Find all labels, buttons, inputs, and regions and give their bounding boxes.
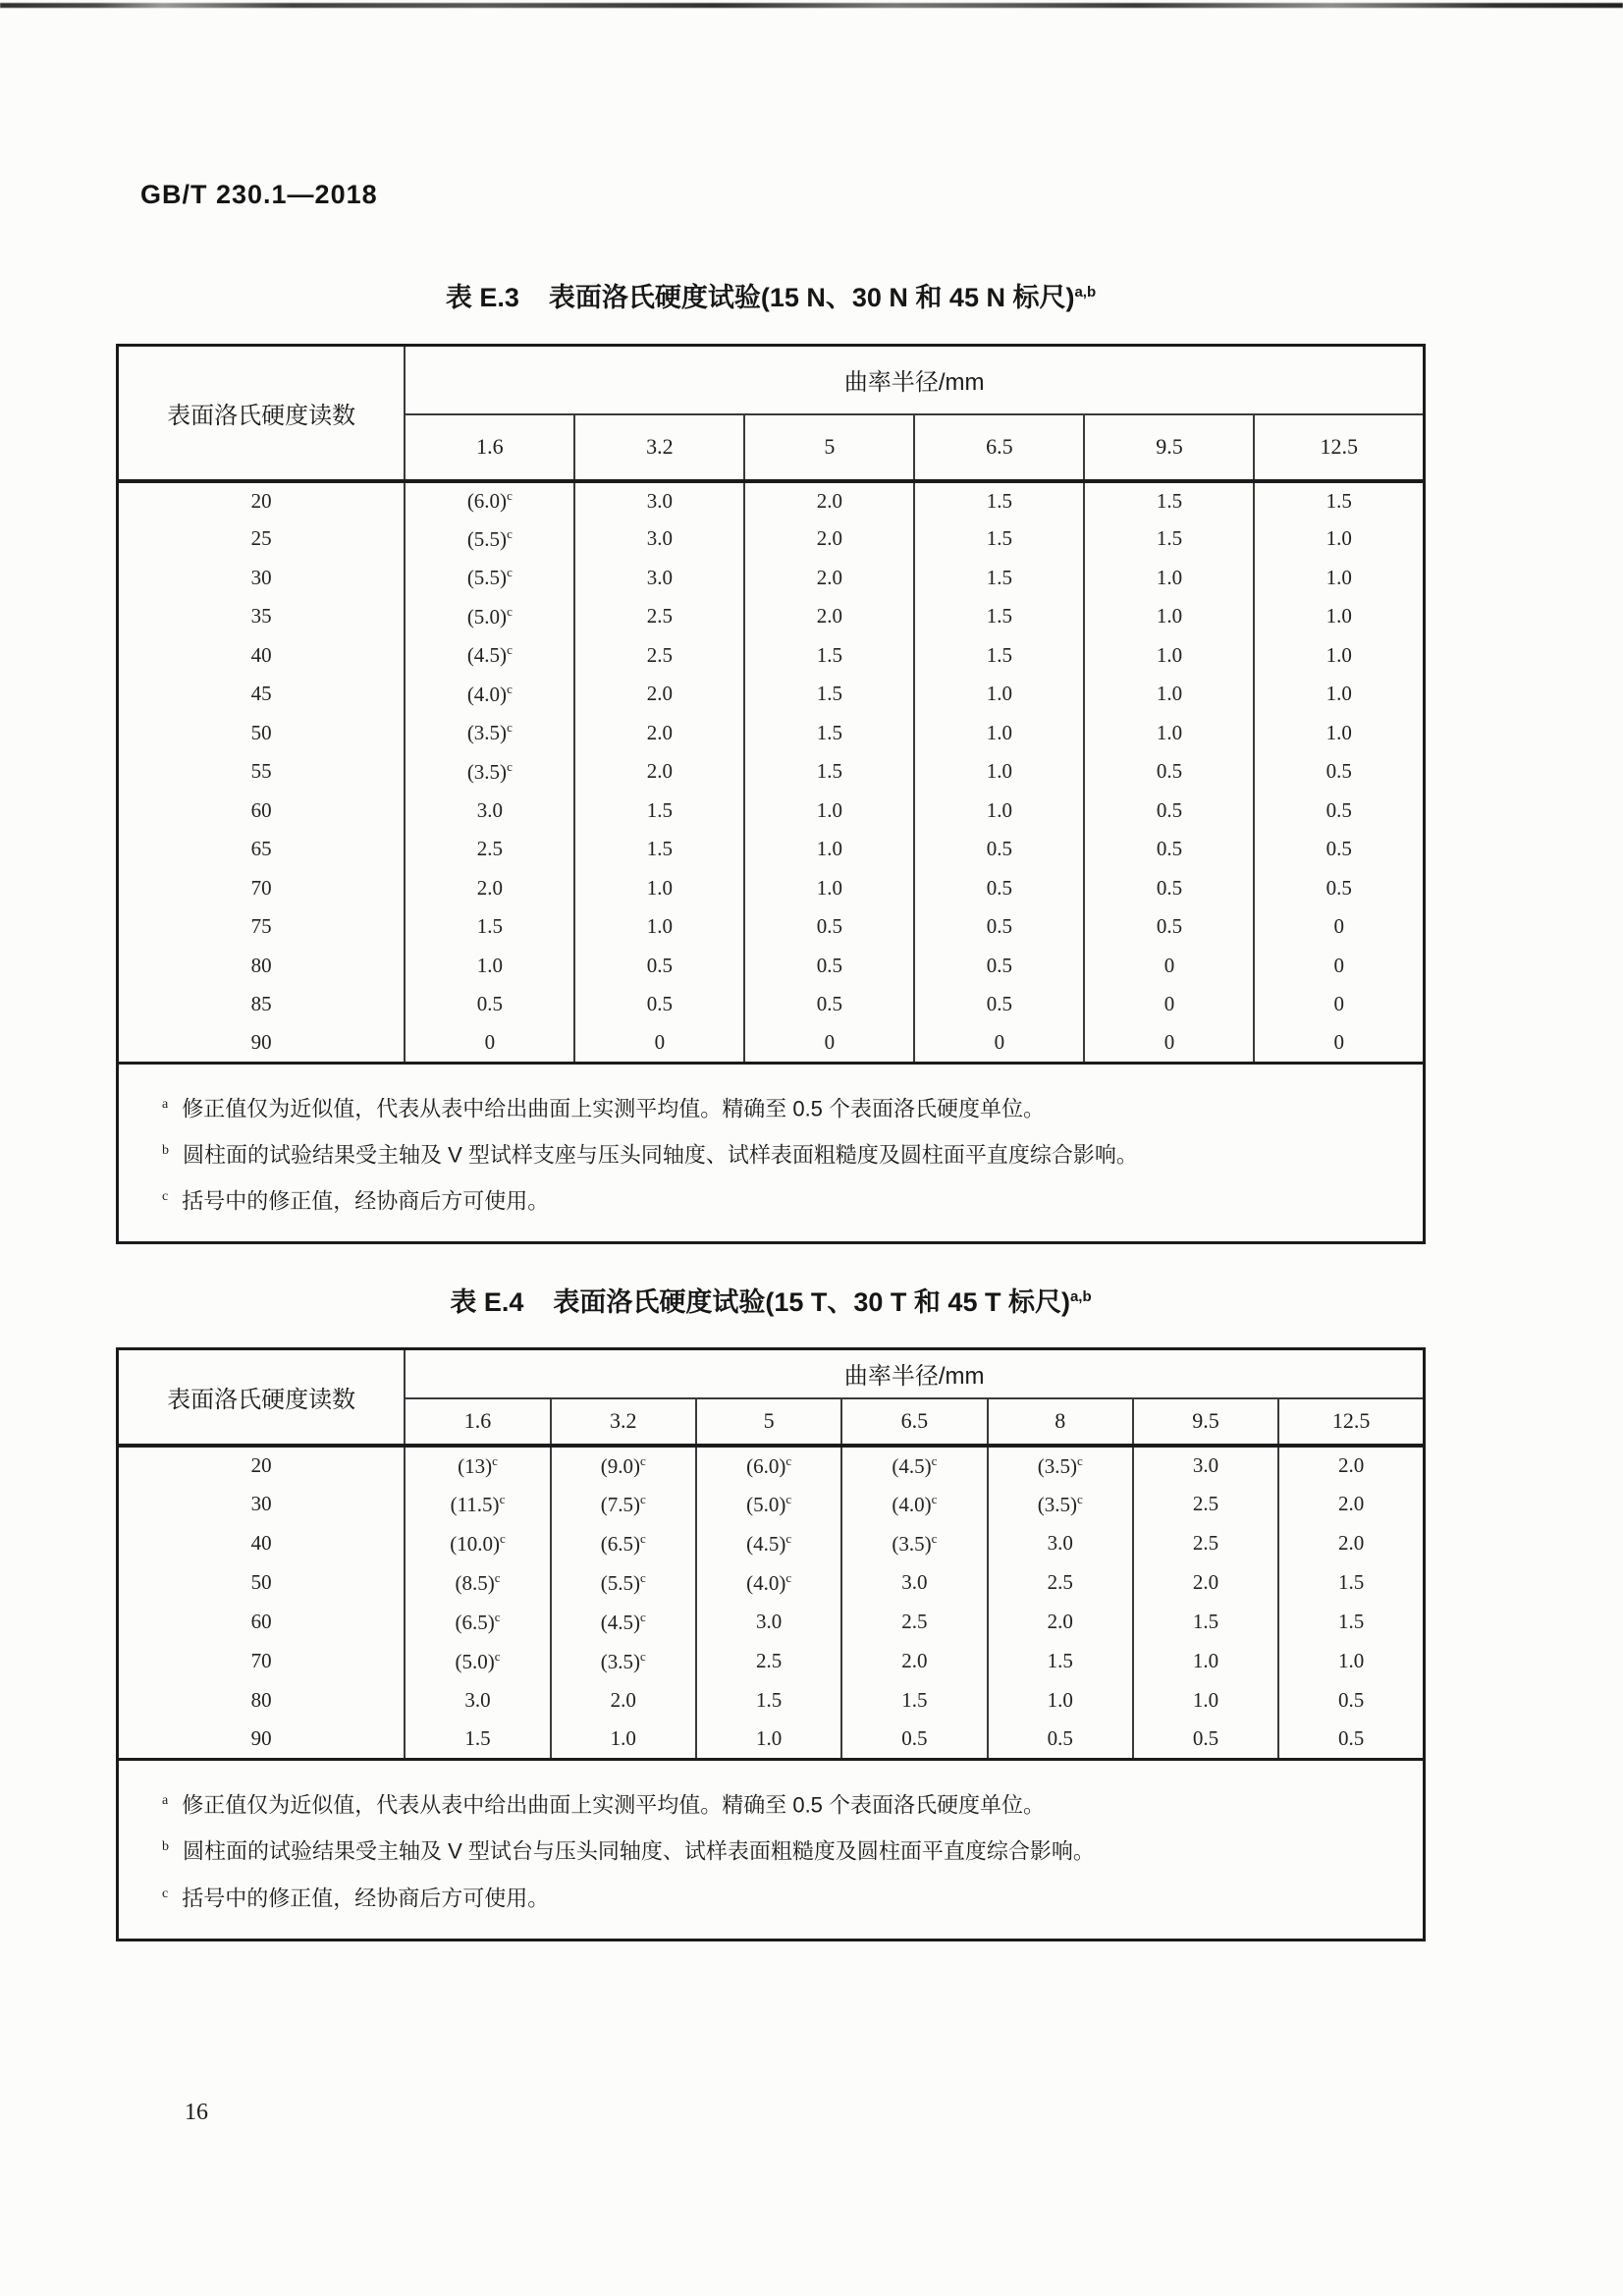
table-row	[118, 1524, 1425, 1563]
table-row	[118, 947, 1425, 986]
table-row	[118, 1024, 1425, 1064]
table-e3-title-superscript: a,b	[1074, 284, 1097, 301]
correction-value-cell: 3.0	[405, 792, 574, 831]
correction-value-cell: 0.5	[914, 985, 1084, 1024]
correction-value-cell: 1.0	[988, 1681, 1133, 1721]
radius-value-header: 9.5	[1133, 1398, 1278, 1446]
correction-value-cell: 1.0	[914, 714, 1084, 753]
correction-superscript: c	[507, 720, 513, 736]
curvature-radius-header: 曲率半径/mm	[405, 346, 1424, 414]
correction-value-cell: 0.5	[914, 947, 1084, 986]
correction-value-cell: 0.5	[1084, 869, 1254, 908]
correction-value-cell: 2.0	[744, 597, 914, 636]
correction-superscript: c	[640, 1491, 646, 1506]
correction-value-cell: 2.0	[574, 675, 744, 714]
footnote-marker: a	[162, 1096, 169, 1112]
correction-value-cell: 1.0	[1278, 1642, 1424, 1681]
correction-value-cell: 0.5	[988, 1721, 1133, 1760]
correction-value-cell: 3.0	[988, 1524, 1133, 1563]
correction-value-cell: 1.0	[551, 1721, 696, 1760]
correction-value-cell: 0.5	[914, 907, 1084, 947]
table-e4-title-text: 表面洛氏硬度试验(15 T、30 T 和 45 T 标尺)	[553, 1287, 1070, 1317]
hardness-reading-cell: 90	[250, 1030, 272, 1054]
correction-value-cell: $(5.0)^c$	[696, 1485, 841, 1524]
table-row	[118, 1642, 1425, 1681]
correction-superscript: c	[507, 525, 513, 541]
correction-value-cell: 0.5	[744, 947, 914, 986]
table-e4-title-label: 表 E.4	[450, 1287, 524, 1317]
footnote: $^a$ 修正值仅为近似值，代表从表中给出曲面上实测平均值。精确至 0.5 个表面洛氏硬度单位。	[162, 1792, 1046, 1818]
correction-value-cell: $(3.5)^c$	[988, 1446, 1133, 1485]
correction-value-cell: 1.5	[696, 1681, 841, 1721]
correction-value-cell: $(4.5)^c$	[405, 636, 574, 676]
correction-value-cell: 0	[574, 1024, 744, 1064]
correction-value-cell: 0.5	[1254, 869, 1424, 908]
correction-value-cell: 0.5	[914, 830, 1084, 869]
correction-value-cell: 0	[1084, 947, 1254, 986]
correction-value-cell: 1.0	[744, 869, 914, 908]
correction-value-cell: 1.5	[574, 830, 744, 869]
correction-value-cell: 0	[1254, 985, 1424, 1024]
correction-value-cell: 1.0	[1254, 675, 1424, 714]
correction-superscript: c	[785, 1452, 792, 1468]
correction-value-cell: 2.0	[841, 1642, 987, 1681]
hardness-reading-cell: 60	[250, 1610, 272, 1633]
correction-value-cell: 1.0	[405, 947, 574, 986]
table-e3	[116, 344, 1426, 1244]
correction-value-cell: 1.0	[1133, 1642, 1278, 1681]
hardness-reading-cell: 50	[250, 1570, 272, 1594]
correction-value-cell: 2.0	[405, 869, 574, 908]
table-e4-title	[116, 1281, 1426, 1319]
correction-superscript: c	[499, 1530, 506, 1546]
correction-value-cell: 1.0	[1084, 636, 1254, 676]
radius-value-header: 5	[744, 414, 914, 481]
correction-value-cell: 2.5	[1133, 1524, 1278, 1563]
correction-value-cell: 2.0	[744, 481, 914, 520]
correction-value-cell: 1.5	[744, 675, 914, 714]
table-e3-title	[116, 276, 1426, 314]
table-row	[118, 675, 1425, 714]
hardness-reading-cell: 75	[250, 914, 272, 939]
correction-value-cell: 2.0	[1278, 1524, 1424, 1563]
footnote: $^a$ 修正值仅为近似值，代表从表中给出曲面上实测平均值。精确至 0.5 个表面洛氏硬度单位。	[162, 1095, 1046, 1121]
correction-value-cell: $(5.5)^c$	[405, 519, 574, 559]
correction-value-cell: 1.0	[1084, 559, 1254, 598]
correction-superscript: c	[931, 1530, 938, 1546]
correction-value-cell: $(4.5)^c$	[551, 1603, 696, 1642]
page-number: 16	[185, 2100, 208, 2125]
radius-value-header: 1.6	[405, 1398, 550, 1446]
hardness-reading-cell: 80	[250, 953, 272, 977]
correction-value-cell: $(5.5)^c$	[405, 559, 574, 598]
correction-value-cell: $(5.0)^c$	[405, 1642, 550, 1681]
correction-value-cell: $(3.5)^c$	[405, 714, 574, 753]
correction-value-cell: 2.0	[744, 519, 914, 559]
hardness-reading-cell: 35	[250, 604, 272, 629]
correction-value-cell: 1.5	[914, 559, 1084, 598]
table-row	[118, 1446, 1425, 1485]
correction-value-cell: 2.0	[574, 752, 744, 792]
correction-value-cell: $(3.5)^c$	[405, 752, 574, 792]
correction-superscript: c	[492, 1452, 498, 1468]
table-row	[118, 597, 1425, 636]
correction-value-cell: 1.5	[1278, 1603, 1424, 1642]
correction-value-cell: $(6.0)^c$	[405, 481, 574, 520]
radius-value-header: 3.2	[574, 414, 744, 481]
footnote: $^b$ 圆柱面的试验结果受主轴及 V 型试样支座与压头同轴度、试样表面粗糙度及圆柱面平直度综合影响。	[162, 1142, 1138, 1168]
correction-value-cell: 0.5	[744, 907, 914, 947]
correction-value-cell: 0	[914, 1024, 1084, 1064]
correction-value-cell: 3.0	[574, 481, 744, 520]
correction-value-cell: 1.0	[696, 1721, 841, 1760]
table-row	[118, 985, 1425, 1024]
table-row	[118, 752, 1425, 792]
correction-value-cell: $(6.5)^c$	[551, 1524, 696, 1563]
correction-value-cell: 1.5	[988, 1642, 1133, 1681]
table-row	[118, 830, 1425, 869]
radius-value-header: 9.5	[1084, 414, 1254, 481]
correction-value-cell: 0	[1254, 1024, 1424, 1064]
correction-superscript: c	[1076, 1452, 1083, 1468]
correction-value-cell: 1.5	[914, 597, 1084, 636]
table-row	[118, 481, 1425, 520]
footnote-marker: b	[162, 1142, 169, 1158]
radius-value-header: 1.6	[405, 414, 574, 481]
correction-superscript: c	[494, 1569, 501, 1585]
correction-value-cell: $(13)^c$	[405, 1446, 550, 1485]
correction-value-cell: 0.5	[1254, 792, 1424, 831]
correction-value-cell: 1.0	[1254, 519, 1424, 559]
hardness-reading-cell: 55	[250, 759, 272, 784]
correction-value-cell: $(4.0)^c$	[696, 1563, 841, 1603]
correction-value-cell: $(4.5)^c$	[696, 1524, 841, 1563]
correction-value-cell: 3.0	[1133, 1446, 1278, 1485]
hardness-reading-cell: 40	[250, 642, 272, 667]
correction-value-cell: 1.0	[1254, 559, 1424, 598]
correction-value-cell: 1.0	[1254, 597, 1424, 636]
correction-superscript: c	[931, 1452, 938, 1468]
correction-value-cell: $(3.5)^c$	[841, 1524, 987, 1563]
table-e4	[116, 1347, 1426, 1941]
footnotes-block	[118, 1063, 1425, 1243]
footnote-marker: c	[162, 1886, 169, 1901]
correction-value-cell: 1.0	[744, 830, 914, 869]
correction-value-cell: 2.0	[1133, 1563, 1278, 1603]
correction-value-cell: 1.0	[1254, 636, 1424, 676]
correction-value-cell: 2.5	[405, 830, 574, 869]
correction-superscript: c	[785, 1569, 792, 1585]
footnote: $^c$ 括号中的修正值，经协商后方可使用。	[162, 1885, 550, 1910]
correction-value-cell: 1.5	[914, 636, 1084, 676]
hardness-reading-cell: 45	[250, 682, 272, 706]
hardness-reading-cell: 50	[250, 720, 272, 744]
hardness-reading-cell: 20	[250, 1453, 272, 1477]
correction-value-cell: $(4.5)^c$	[841, 1446, 987, 1485]
correction-value-cell: 1.0	[914, 792, 1084, 831]
table-row	[118, 1485, 1425, 1524]
radius-value-header: 12.5	[1254, 414, 1424, 481]
correction-superscript: c	[785, 1491, 792, 1506]
correction-superscript: c	[507, 681, 513, 696]
hardness-reading-cell: 90	[250, 1726, 272, 1751]
correction-value-cell: 1.0	[1084, 714, 1254, 753]
correction-value-cell: 1.5	[405, 1721, 550, 1760]
hardness-reading-cell: 85	[250, 992, 272, 1016]
radius-value-header: 3.2	[551, 1398, 696, 1446]
correction-value-cell: 0	[1254, 907, 1424, 947]
correction-value-cell: 1.5	[405, 907, 574, 947]
correction-value-cell: 1.0	[574, 869, 744, 908]
correction-value-cell: 0.5	[1254, 752, 1424, 792]
correction-superscript: c	[640, 1569, 646, 1585]
correction-superscript: c	[640, 1648, 646, 1664]
hardness-reading-cell: 70	[250, 1649, 272, 1672]
correction-value-cell: 0.5	[1133, 1721, 1278, 1760]
radius-value-header: 6.5	[914, 414, 1084, 481]
correction-value-cell: 0	[1254, 947, 1424, 986]
table-row	[118, 869, 1425, 908]
correction-value-cell: $(3.5)^c$	[988, 1485, 1133, 1524]
correction-value-cell: $(4.0)^c$	[841, 1485, 987, 1524]
correction-superscript: c	[507, 488, 513, 504]
correction-value-cell: $(9.0)^c$	[551, 1446, 696, 1485]
correction-value-cell: 0.5	[1278, 1681, 1424, 1721]
correction-value-cell: 0.5	[1084, 907, 1254, 947]
correction-value-cell: 1.5	[914, 481, 1084, 520]
correction-value-cell: 1.0	[1133, 1681, 1278, 1721]
correction-superscript: c	[931, 1491, 938, 1506]
correction-value-cell: 0.5	[1084, 792, 1254, 831]
correction-value-cell: 0.5	[574, 947, 744, 986]
correction-value-cell: $(6.5)^c$	[405, 1603, 550, 1642]
correction-value-cell: 2.0	[1278, 1446, 1424, 1485]
correction-value-cell: 0.5	[1254, 830, 1424, 869]
table-e4-title-superscript: a,b	[1069, 1288, 1092, 1305]
reading-column-header: 表面洛氏硬度读数	[118, 346, 406, 481]
radius-value-header: 8	[988, 1398, 1133, 1446]
correction-value-cell: $(4.0)^c$	[405, 675, 574, 714]
correction-value-cell: 1.0	[1254, 714, 1424, 753]
hardness-reading-cell: 80	[250, 1688, 272, 1712]
correction-value-cell: $(8.5)^c$	[405, 1563, 550, 1603]
correction-value-cell: $(11.5)^c$	[405, 1485, 550, 1524]
hardness-reading-cell: 20	[250, 488, 272, 513]
footnote: $^c$ 括号中的修正值，经协商后方可使用。	[162, 1188, 550, 1214]
correction-value-cell: $(5.5)^c$	[551, 1563, 696, 1603]
table-row	[118, 792, 1425, 831]
footnote-marker: b	[162, 1839, 169, 1855]
correction-value-cell: 3.0	[405, 1681, 550, 1721]
correction-value-cell: 0.5	[914, 869, 1084, 908]
correction-value-cell: 2.5	[574, 636, 744, 676]
correction-value-cell: 0.5	[1084, 830, 1254, 869]
correction-value-cell: 1.0	[1084, 675, 1254, 714]
correction-value-cell: 1.5	[744, 636, 914, 676]
correction-value-cell: 1.5	[744, 714, 914, 753]
correction-value-cell: 1.5	[1084, 481, 1254, 520]
reading-column-header: 表面洛氏硬度读数	[118, 1349, 406, 1446]
correction-superscript: c	[507, 565, 513, 580]
correction-value-cell: 0.5	[405, 985, 574, 1024]
correction-superscript: c	[494, 1648, 501, 1664]
correction-value-cell: $(7.5)^c$	[551, 1485, 696, 1524]
table-row	[118, 636, 1425, 676]
correction-value-cell: 1.0	[914, 752, 1084, 792]
correction-value-cell: 0.5	[1084, 752, 1254, 792]
correction-value-cell: 1.5	[841, 1681, 987, 1721]
correction-value-cell: 1.5	[1254, 481, 1424, 520]
correction-value-cell: $(5.0)^c$	[405, 597, 574, 636]
footnote-marker: a	[162, 1793, 169, 1808]
correction-value-cell: 1.5	[1084, 519, 1254, 559]
correction-superscript: c	[507, 603, 513, 619]
correction-superscript: c	[1076, 1491, 1083, 1506]
correction-value-cell: $(10.0)^c$	[405, 1524, 550, 1563]
hardness-reading-cell: 25	[250, 526, 272, 551]
correction-value-cell: 1.0	[574, 907, 744, 947]
table-row	[118, 559, 1425, 598]
correction-value-cell: 2.5	[988, 1563, 1133, 1603]
table-e3-title-text: 表面洛氏硬度试验(15 N、30 N 和 45 N 标尺)	[548, 283, 1075, 312]
correction-value-cell: 2.5	[841, 1603, 987, 1642]
scan-edge-artifact	[0, 3, 1623, 8]
correction-value-cell: 0	[1084, 985, 1254, 1024]
table-row	[118, 1681, 1425, 1721]
correction-value-cell: 1.5	[1278, 1563, 1424, 1603]
correction-value-cell: 0	[1084, 1024, 1254, 1064]
table-row	[118, 519, 1425, 559]
correction-value-cell: 2.5	[696, 1642, 841, 1681]
table-row	[118, 1603, 1425, 1642]
table-row	[118, 714, 1425, 753]
correction-superscript: c	[507, 758, 513, 774]
correction-value-cell: 0.5	[744, 985, 914, 1024]
footnotes-block	[118, 1760, 1425, 1941]
correction-superscript: c	[494, 1609, 501, 1624]
footnote: $^b$ 圆柱面的试验结果受主轴及 V 型试台与压头同轴度、试样表面粗糙度及圆柱面平直度综合影响。	[162, 1838, 1095, 1864]
correction-value-cell: 2.5	[1133, 1485, 1278, 1524]
hardness-reading-cell: 30	[250, 1492, 272, 1515]
table-row	[118, 1563, 1425, 1603]
table-row	[118, 907, 1425, 947]
footnote-marker: c	[162, 1189, 169, 1205]
correction-superscript: c	[640, 1530, 646, 1546]
correction-superscript: c	[640, 1452, 646, 1468]
curvature-radius-header: 曲率半径/mm	[405, 1349, 1424, 1398]
hardness-reading-cell: 60	[250, 797, 272, 822]
table-row	[118, 1721, 1425, 1760]
correction-value-cell: 0	[744, 1024, 914, 1064]
correction-superscript: c	[785, 1530, 792, 1546]
correction-value-cell: 1.5	[744, 752, 914, 792]
correction-value-cell: 2.0	[551, 1681, 696, 1721]
correction-value-cell: 0	[405, 1024, 574, 1064]
correction-value-cell: 3.0	[574, 559, 744, 598]
correction-value-cell: 1.0	[744, 792, 914, 831]
doc-number: GB/T 230.1—2018	[140, 180, 378, 209]
correction-value-cell: 0.5	[841, 1721, 987, 1760]
hardness-reading-cell: 65	[250, 837, 272, 861]
correction-value-cell: 0.5	[574, 985, 744, 1024]
radius-value-header: 6.5	[841, 1398, 987, 1446]
correction-value-cell: $(6.0)^c$	[696, 1446, 841, 1485]
hardness-reading-cell: 40	[250, 1531, 272, 1555]
hardness-reading-cell: 70	[250, 875, 272, 900]
correction-value-cell: 2.0	[988, 1603, 1133, 1642]
correction-value-cell: 2.5	[574, 597, 744, 636]
correction-value-cell: 2.0	[1278, 1485, 1424, 1524]
correction-superscript: c	[499, 1491, 506, 1506]
correction-superscript: c	[507, 642, 513, 658]
correction-value-cell: 1.0	[1084, 597, 1254, 636]
correction-value-cell: 2.0	[744, 559, 914, 598]
correction-value-cell: 2.0	[574, 714, 744, 753]
correction-value-cell: 3.0	[574, 519, 744, 559]
hardness-reading-cell: 30	[250, 565, 272, 589]
correction-value-cell: 1.5	[574, 792, 744, 831]
correction-value-cell: 1.5	[914, 519, 1084, 559]
radius-value-header: 5	[696, 1398, 841, 1446]
correction-value-cell: 1.5	[1133, 1603, 1278, 1642]
table-e3-title-label: 表 E.3	[445, 283, 519, 312]
correction-value-cell: 3.0	[696, 1603, 841, 1642]
radius-value-header: 12.5	[1278, 1398, 1424, 1446]
correction-value-cell: $(3.5)^c$	[551, 1642, 696, 1681]
correction-value-cell: 1.0	[914, 675, 1084, 714]
correction-value-cell: 0.5	[1278, 1721, 1424, 1760]
correction-superscript: c	[640, 1609, 646, 1624]
correction-value-cell: 3.0	[841, 1563, 987, 1603]
